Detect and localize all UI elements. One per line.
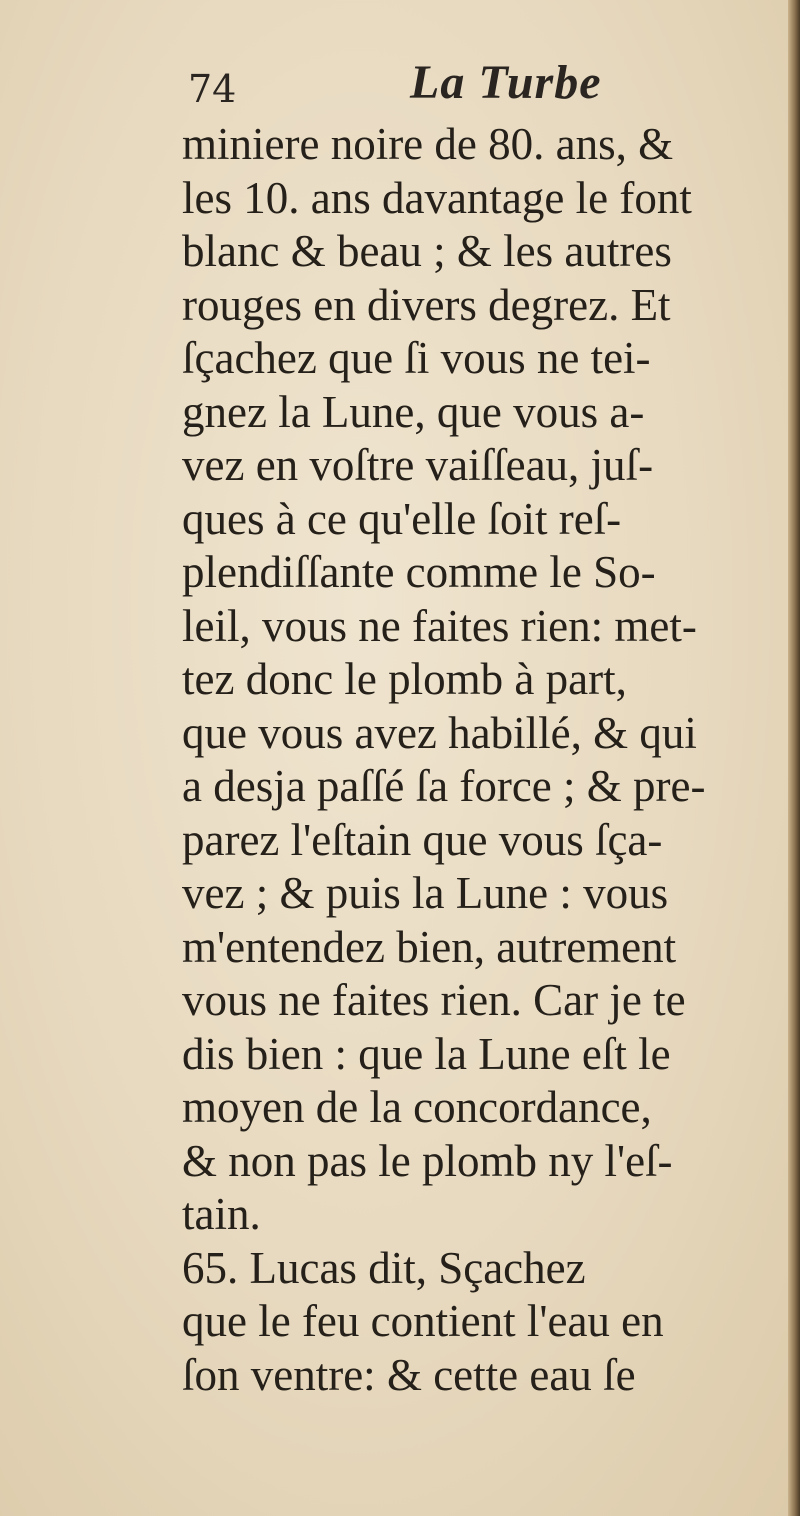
running-title: La Turbe <box>410 56 602 109</box>
text-line: tain. <box>182 1189 261 1239</box>
text-line: gnez la Lune, que vous a- <box>182 386 645 437</box>
text-line: ques à ce qu'elle ſoit reſ- <box>182 493 622 544</box>
text-line: dis bien : que la Lune eſt le <box>182 1028 671 1079</box>
page-binding-edge <box>788 0 800 1516</box>
text-line: les 10. ans davantage le font <box>182 172 692 223</box>
text-line: a desja paſſé ſa force ; & pre- <box>182 761 706 811</box>
text-line: moyen de la concordance, <box>182 1082 652 1132</box>
text-line: parez l'eſtain que vous ſça- <box>182 814 663 865</box>
text-line: que le feu contient l'eau en <box>182 1296 664 1346</box>
text-line: 65. Lucas dit, Sçachez <box>182 1242 586 1293</box>
text-line: miniere noire de 80. ans, & <box>182 119 674 169</box>
text-line: vez ; & puis la Lune : vous <box>182 868 669 918</box>
text-line: ſçachez que ſi vous ne tei- <box>182 333 651 383</box>
page-header <box>188 55 748 125</box>
text-line: & non pas le plomb ny l'eſ- <box>182 1135 673 1186</box>
page-number: 74 <box>188 67 237 111</box>
text-line: vous ne faites rien. Car je te <box>182 975 686 1025</box>
text-line: que vous avez habillé, & qui <box>182 707 697 758</box>
text-line: tez donc le plomb à part, <box>182 654 627 704</box>
text-line: m'entendez bien, autrement <box>182 921 677 972</box>
text-line: vez en voſtre vaiſſeau, juſ- <box>182 440 654 490</box>
text-line: leil, vous ne faites rien: met- <box>182 600 697 651</box>
text-line: plendiſſante comme le So- <box>182 547 656 597</box>
text-body <box>182 118 772 1402</box>
text-line: blanc & beau ; & les autres <box>182 226 672 276</box>
text-line: rouges en divers degrez. Et <box>182 279 671 330</box>
text-line: ſon ventre: & cette eau ſe <box>182 1349 636 1400</box>
